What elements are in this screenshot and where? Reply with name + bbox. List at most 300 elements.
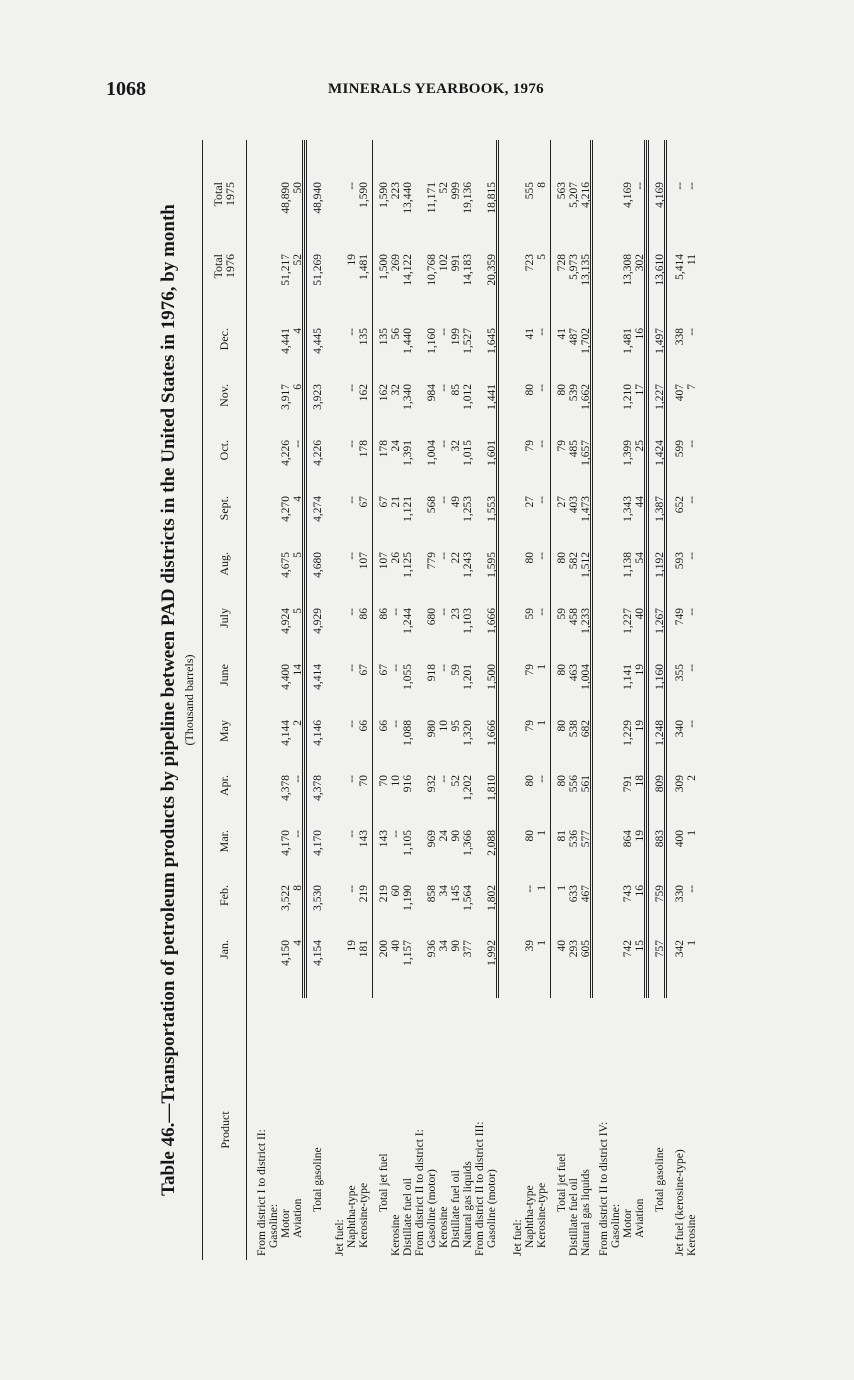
table-cell: 1,248	[654, 720, 666, 746]
table-cell: --	[438, 328, 450, 336]
row-label: Motor	[280, 1209, 292, 1238]
table-cell: 48,940	[312, 182, 324, 214]
table-cell: 563	[556, 182, 568, 200]
table-cell: 79	[524, 440, 536, 452]
table-cell: 1,666	[486, 608, 498, 634]
table-cell: 27	[524, 496, 536, 508]
table-cell: 1,015	[462, 440, 474, 466]
total-rule	[306, 140, 307, 998]
table-cell: 355	[674, 664, 686, 682]
table-cell: 1,202	[462, 775, 474, 801]
table-cell: 67	[378, 496, 390, 508]
table-cell: 48,890	[280, 182, 292, 214]
table-cell: 1,343	[622, 496, 634, 522]
table-cell: 15	[634, 940, 646, 952]
column-header: Jan.	[217, 940, 231, 959]
table-cell: 4,216	[580, 182, 592, 208]
table-cell: 1,267	[654, 608, 666, 634]
table-cell: --	[346, 496, 358, 504]
table-cell: 66	[378, 720, 390, 732]
table-cell: 56	[390, 328, 402, 340]
table-cell: 1,399	[622, 440, 634, 466]
table-cell: 8	[536, 182, 548, 188]
table-cell: 49	[450, 496, 462, 508]
table-cell: 80	[524, 830, 536, 842]
table-cell: 1,160	[654, 664, 666, 690]
table-cell: 1,424	[654, 440, 666, 466]
section-rule	[644, 140, 645, 998]
table-cell: --	[536, 440, 548, 448]
table-cell: 80	[556, 664, 568, 676]
table-cell: 5,973	[568, 254, 580, 280]
table-cell: 1,227	[654, 384, 666, 410]
table-cell: 916	[402, 775, 414, 793]
table-cell: 32	[390, 384, 402, 396]
table-cell: 556	[568, 775, 580, 793]
table-cell: 918	[426, 664, 438, 682]
column-header: July	[217, 608, 231, 629]
table-cell: 19,136	[462, 182, 474, 214]
table-cell: 4,170	[312, 830, 324, 856]
table-cell: 1,645	[486, 328, 498, 354]
table-cell: 181	[358, 940, 370, 958]
table-cell: 67	[358, 664, 370, 676]
table-cell: --	[346, 885, 358, 893]
table-cell: 403	[568, 496, 580, 514]
table-cell: 14	[292, 664, 304, 676]
table-cell: 4,378	[280, 775, 292, 801]
table-cell: 561	[580, 775, 592, 793]
table-cell: 1,105	[402, 830, 414, 856]
column-header: Sept.	[217, 496, 231, 521]
table-cell: 858	[426, 885, 438, 903]
table-cell: 41	[524, 328, 536, 340]
table-cell: 107	[358, 552, 370, 570]
table-cell: 34	[438, 940, 450, 952]
table-cell: 407	[674, 384, 686, 402]
table-cell: 51,269	[312, 254, 324, 286]
table-cell: 458	[568, 608, 580, 626]
row-label: Aviation	[292, 1198, 304, 1238]
table-cell: 1,157	[402, 940, 414, 966]
table-cell: 1	[686, 830, 698, 836]
table-cell: 4,680	[312, 552, 324, 578]
table-cell: 1	[536, 830, 548, 836]
table-cell: 90	[450, 830, 462, 842]
table-cell: 582	[568, 552, 580, 570]
table-cell: 25	[634, 440, 646, 452]
row-label: Kerosine	[390, 1214, 402, 1256]
table-cell: --	[536, 608, 548, 616]
table-cell: --	[390, 608, 402, 616]
table-cell: 21	[390, 496, 402, 508]
table-cell: 14,122	[402, 254, 414, 286]
table-cell: 1,233	[580, 608, 592, 634]
table-cell: 7	[686, 384, 698, 390]
rotated-table-block	[152, 140, 752, 1260]
table-cell: 5	[292, 608, 304, 614]
total-row-label: Total gasoline	[312, 1147, 324, 1212]
table-cell: 999	[450, 182, 462, 200]
row-label: Jet fuel (kerosine-type)	[674, 1149, 686, 1256]
section-label: From district II to district III:	[474, 1121, 486, 1256]
table-cell: 1,141	[622, 664, 634, 690]
row-label: Naphtha-type	[524, 1185, 536, 1248]
table-cell: 1,473	[580, 496, 592, 522]
table-cell: 178	[358, 440, 370, 458]
table-cell: 377	[462, 940, 474, 958]
table-cell: 487	[568, 328, 580, 346]
header-bottom-rule	[246, 140, 247, 1260]
table-cell: 1,201	[462, 664, 474, 690]
table-cell: --	[438, 440, 450, 448]
table-cell: 1,802	[486, 885, 498, 911]
table-cell: --	[438, 552, 450, 560]
product-header: Product	[218, 1111, 232, 1149]
table-cell: 41	[556, 328, 568, 340]
table-cell: 791	[622, 775, 634, 793]
table-cell: 330	[674, 885, 686, 903]
table-cell: 4,929	[312, 608, 324, 634]
section-rule	[590, 140, 591, 998]
row-label: Kerosine-type	[358, 1182, 370, 1248]
table-cell: --	[346, 608, 358, 616]
column-header: Aug.	[217, 552, 231, 576]
table-cell: 1,192	[654, 552, 666, 578]
table-cell: 52	[438, 182, 450, 194]
table-cell: --	[686, 328, 698, 336]
table-cell: 16	[634, 885, 646, 897]
table-cell: 1,227	[622, 608, 634, 634]
table-cell: --	[634, 182, 646, 190]
table-cell: 1,590	[378, 182, 390, 208]
table-cell: 1,500	[378, 254, 390, 280]
total-rule	[550, 140, 551, 998]
table-cell: 1,590	[358, 182, 370, 208]
row-label: Naphtha-type	[346, 1185, 358, 1248]
table-cell: 5	[536, 254, 548, 260]
table-cell: 1,253	[462, 496, 474, 522]
table-cell: --	[536, 328, 548, 336]
section-label: Gasoline:	[268, 1203, 280, 1248]
table-cell: 11	[686, 254, 698, 266]
table-cell: 79	[524, 720, 536, 732]
table-cell: 1	[536, 940, 548, 946]
table-cell: 3,917	[280, 384, 292, 410]
table-cell: --	[390, 664, 402, 672]
table-cell: 485	[568, 440, 580, 458]
table-cell: 969	[426, 830, 438, 848]
column-header: Mar.	[217, 830, 231, 853]
table-subtitle: (Thousand barrels)	[182, 654, 196, 746]
table-cell: --	[292, 440, 304, 448]
table-cell: 757	[654, 940, 666, 958]
row-label: Gasoline (motor)	[486, 1169, 498, 1248]
table-cell: 39	[524, 940, 536, 952]
table-cell: 1,244	[402, 608, 414, 634]
section-rule	[304, 140, 305, 998]
column-header: June	[217, 664, 231, 686]
table-cell: --	[346, 328, 358, 336]
table-cell: 538	[568, 720, 580, 738]
table-cell: 779	[426, 552, 438, 570]
table-cell: 742	[622, 940, 634, 958]
table-cell: 1	[536, 664, 548, 670]
table-cell: 1,004	[426, 440, 438, 466]
table-cell: --	[346, 384, 358, 392]
table-cell: --	[536, 775, 548, 783]
table-cell: 3,530	[312, 885, 324, 911]
table-cell: 338	[674, 328, 686, 346]
table-cell: 102	[438, 254, 450, 272]
table-cell: 24	[438, 830, 450, 842]
table-cell: 4,414	[312, 664, 324, 690]
table-cell: 107	[378, 552, 390, 570]
table-cell: 5,207	[568, 182, 580, 208]
table-cell: 1	[556, 885, 568, 891]
table-cell: 1,601	[486, 440, 498, 466]
table-cell: 13,135	[580, 254, 592, 286]
table-cell: --	[346, 775, 358, 783]
row-label: Aviation	[634, 1198, 646, 1238]
total-row-label: Total gasoline	[654, 1147, 666, 1212]
table-cell: 24	[390, 440, 402, 452]
table-cell: 10	[390, 775, 402, 787]
table-cell: 51,217	[280, 254, 292, 286]
table-cell: 342	[674, 940, 686, 958]
table-cell: 1,366	[462, 830, 474, 856]
table-cell: 728	[556, 254, 568, 272]
section-label: From district I to district II:	[256, 1129, 268, 1256]
table-cell: 11,171	[426, 182, 438, 214]
table-cell: 1,553	[486, 496, 498, 522]
section-rule	[664, 140, 665, 998]
table-cell: 1,440	[402, 328, 414, 354]
table-cell: --	[292, 830, 304, 838]
table-cell: 19	[634, 830, 646, 842]
table-cell: 4,150	[280, 940, 292, 966]
table-cell: 4,675	[280, 552, 292, 578]
total-row-label: Total jet fuel	[556, 1153, 568, 1212]
column-header: Feb.	[217, 885, 231, 906]
table-cell: 1,481	[622, 328, 634, 354]
table-cell: 5	[292, 552, 304, 558]
table-cell: 143	[378, 830, 390, 848]
table-cell: 723	[524, 254, 536, 272]
table-cell: 1,391	[402, 440, 414, 466]
table-cell: 18,815	[486, 182, 498, 214]
table-cell: 10,768	[426, 254, 438, 286]
table-cell: 223	[390, 182, 402, 200]
table-cell: 80	[556, 720, 568, 732]
table-cell: 59	[556, 608, 568, 620]
table-cell: 4,924	[280, 608, 292, 634]
table-cell: 80	[556, 775, 568, 787]
table-cell: 19	[634, 720, 646, 732]
table-cell: 599	[674, 440, 686, 458]
table-cell: 80	[524, 552, 536, 564]
total-rule	[372, 140, 373, 998]
column-header: Total 1975	[211, 182, 237, 207]
table-cell: 86	[378, 608, 390, 620]
table-cell: 1	[536, 720, 548, 726]
table-cell: 44	[634, 496, 646, 508]
table-cell: 1,441	[486, 384, 498, 410]
section-rule	[666, 140, 667, 998]
table-cell: --	[346, 440, 358, 448]
table-cell: 555	[524, 182, 536, 200]
table-cell: 70	[378, 775, 390, 787]
table-cell: 1,497	[654, 328, 666, 354]
table-cell: 1,004	[580, 664, 592, 690]
table-cell: --	[390, 830, 402, 838]
column-header: Dec.	[217, 328, 231, 351]
table-cell: --	[674, 182, 686, 190]
table-cell: 864	[622, 830, 634, 848]
table-cell: 1,481	[358, 254, 370, 280]
table-cell: 743	[622, 885, 634, 903]
table-cell: 90	[450, 940, 462, 952]
table-cell: --	[536, 552, 548, 560]
table-cell: 52	[450, 775, 462, 787]
section-rule	[592, 140, 593, 998]
table-cell: 80	[524, 775, 536, 787]
section-label: From district II to district IV:	[598, 1121, 610, 1256]
table-cell: 4	[292, 328, 304, 334]
table-cell: 32	[450, 440, 462, 452]
table-cell: 4,378	[312, 775, 324, 801]
section-label: Gasoline:	[610, 1203, 622, 1248]
table-cell: 680	[426, 608, 438, 626]
table-cell: 1,125	[402, 552, 414, 578]
table-cell: 18	[634, 775, 646, 787]
table-cell: 1,500	[486, 664, 498, 690]
section-rule	[498, 140, 499, 998]
column-header: May	[217, 720, 231, 742]
table-cell: --	[536, 384, 548, 392]
table-cell: 85	[450, 384, 462, 396]
table-cell: 568	[426, 496, 438, 514]
table-title: Table 46.—Transportation of petroleum products by pipeline between PAD districts in the United States in 1976, by month	[158, 204, 179, 1196]
table-cell: 5,414	[674, 254, 686, 280]
table-cell: 936	[426, 940, 438, 958]
table-cell: --	[686, 885, 698, 893]
row-label: Natural gas liquids	[580, 1169, 592, 1256]
table-cell: 40	[390, 940, 402, 952]
row-label: Distillate fuel oil	[568, 1178, 580, 1256]
table-cell: --	[438, 384, 450, 392]
table-cell: 66	[358, 720, 370, 732]
table-cell: 1,243	[462, 552, 474, 578]
table-cell: --	[686, 182, 698, 190]
table-cell: 23	[450, 608, 462, 620]
table-cell: 1,810	[486, 775, 498, 801]
table-cell: 81	[556, 830, 568, 842]
table-cell: 2	[292, 720, 304, 726]
table-cell: 52	[292, 254, 304, 266]
table-cell: 70	[358, 775, 370, 787]
row-label: Distillate fuel oil	[402, 1178, 414, 1256]
table-cell: --	[346, 182, 358, 190]
table-cell: 135	[378, 328, 390, 346]
table-cell: --	[292, 775, 304, 783]
table-cell: 1,055	[402, 664, 414, 690]
table-cell: 1,666	[486, 720, 498, 746]
table-cell: 4,169	[654, 182, 666, 208]
table-cell: --	[686, 608, 698, 616]
table-cell: 577	[580, 830, 592, 848]
table-cell: 8	[292, 885, 304, 891]
table-cell: 16	[634, 328, 646, 340]
table-cell: --	[438, 496, 450, 504]
table-cell: 4,226	[312, 440, 324, 466]
table-cell: --	[346, 664, 358, 672]
total-rule	[648, 140, 649, 998]
table-cell: 1,210	[622, 384, 634, 410]
table-cell: 984	[426, 384, 438, 402]
table-cell: 1,138	[622, 552, 634, 578]
row-label: Motor	[622, 1209, 634, 1238]
table-cell: 219	[378, 885, 390, 903]
table-cell: 4,445	[312, 328, 324, 354]
table-cell: 4,146	[312, 720, 324, 746]
table-cell: 2,088	[486, 830, 498, 856]
table-cell: 143	[358, 830, 370, 848]
column-header: Oct.	[217, 440, 231, 461]
table-cell: 59	[524, 608, 536, 620]
table-cell: 400	[674, 830, 686, 848]
table-cell: 19	[346, 940, 358, 952]
table-cell: 1,190	[402, 885, 414, 911]
table-cell: 1,320	[462, 720, 474, 746]
table-cell: 59	[450, 664, 462, 676]
table-cell: 86	[358, 608, 370, 620]
table-cell: 4	[292, 496, 304, 502]
table-cell: --	[346, 720, 358, 728]
table-cell: --	[536, 496, 548, 504]
table-cell: 1,121	[402, 496, 414, 522]
table-cell: 1,103	[462, 608, 474, 634]
table-cell: 4,144	[280, 720, 292, 746]
table-cell: --	[686, 720, 698, 728]
table-cell: 1	[536, 885, 548, 891]
table-cell: --	[438, 775, 450, 783]
table-cell: 809	[654, 775, 666, 793]
table-cell: 162	[358, 384, 370, 402]
column-header: Apr.	[217, 775, 231, 796]
table-cell: 682	[580, 720, 592, 738]
table-cell: 10	[438, 720, 450, 732]
table-cell: 1,662	[580, 384, 592, 410]
table-cell: 3,923	[312, 384, 324, 410]
table-cell: --	[524, 885, 536, 893]
table-cell: 4,226	[280, 440, 292, 466]
table-cell: 932	[426, 775, 438, 793]
table-cell: 60	[390, 885, 402, 897]
table-cell: 1	[686, 940, 698, 946]
table-cell: 652	[674, 496, 686, 514]
table-cell: 178	[378, 440, 390, 458]
table-cell: 14,183	[462, 254, 474, 286]
table-cell: 4,169	[622, 182, 634, 208]
table-cell: 1,160	[426, 328, 438, 354]
table-cell: 1,387	[654, 496, 666, 522]
page-number: 1068	[106, 78, 146, 100]
table-cell: 26	[390, 552, 402, 564]
table-cell: 1,088	[402, 720, 414, 746]
table-cell: 1,229	[622, 720, 634, 746]
table-cell: 4,274	[312, 496, 324, 522]
